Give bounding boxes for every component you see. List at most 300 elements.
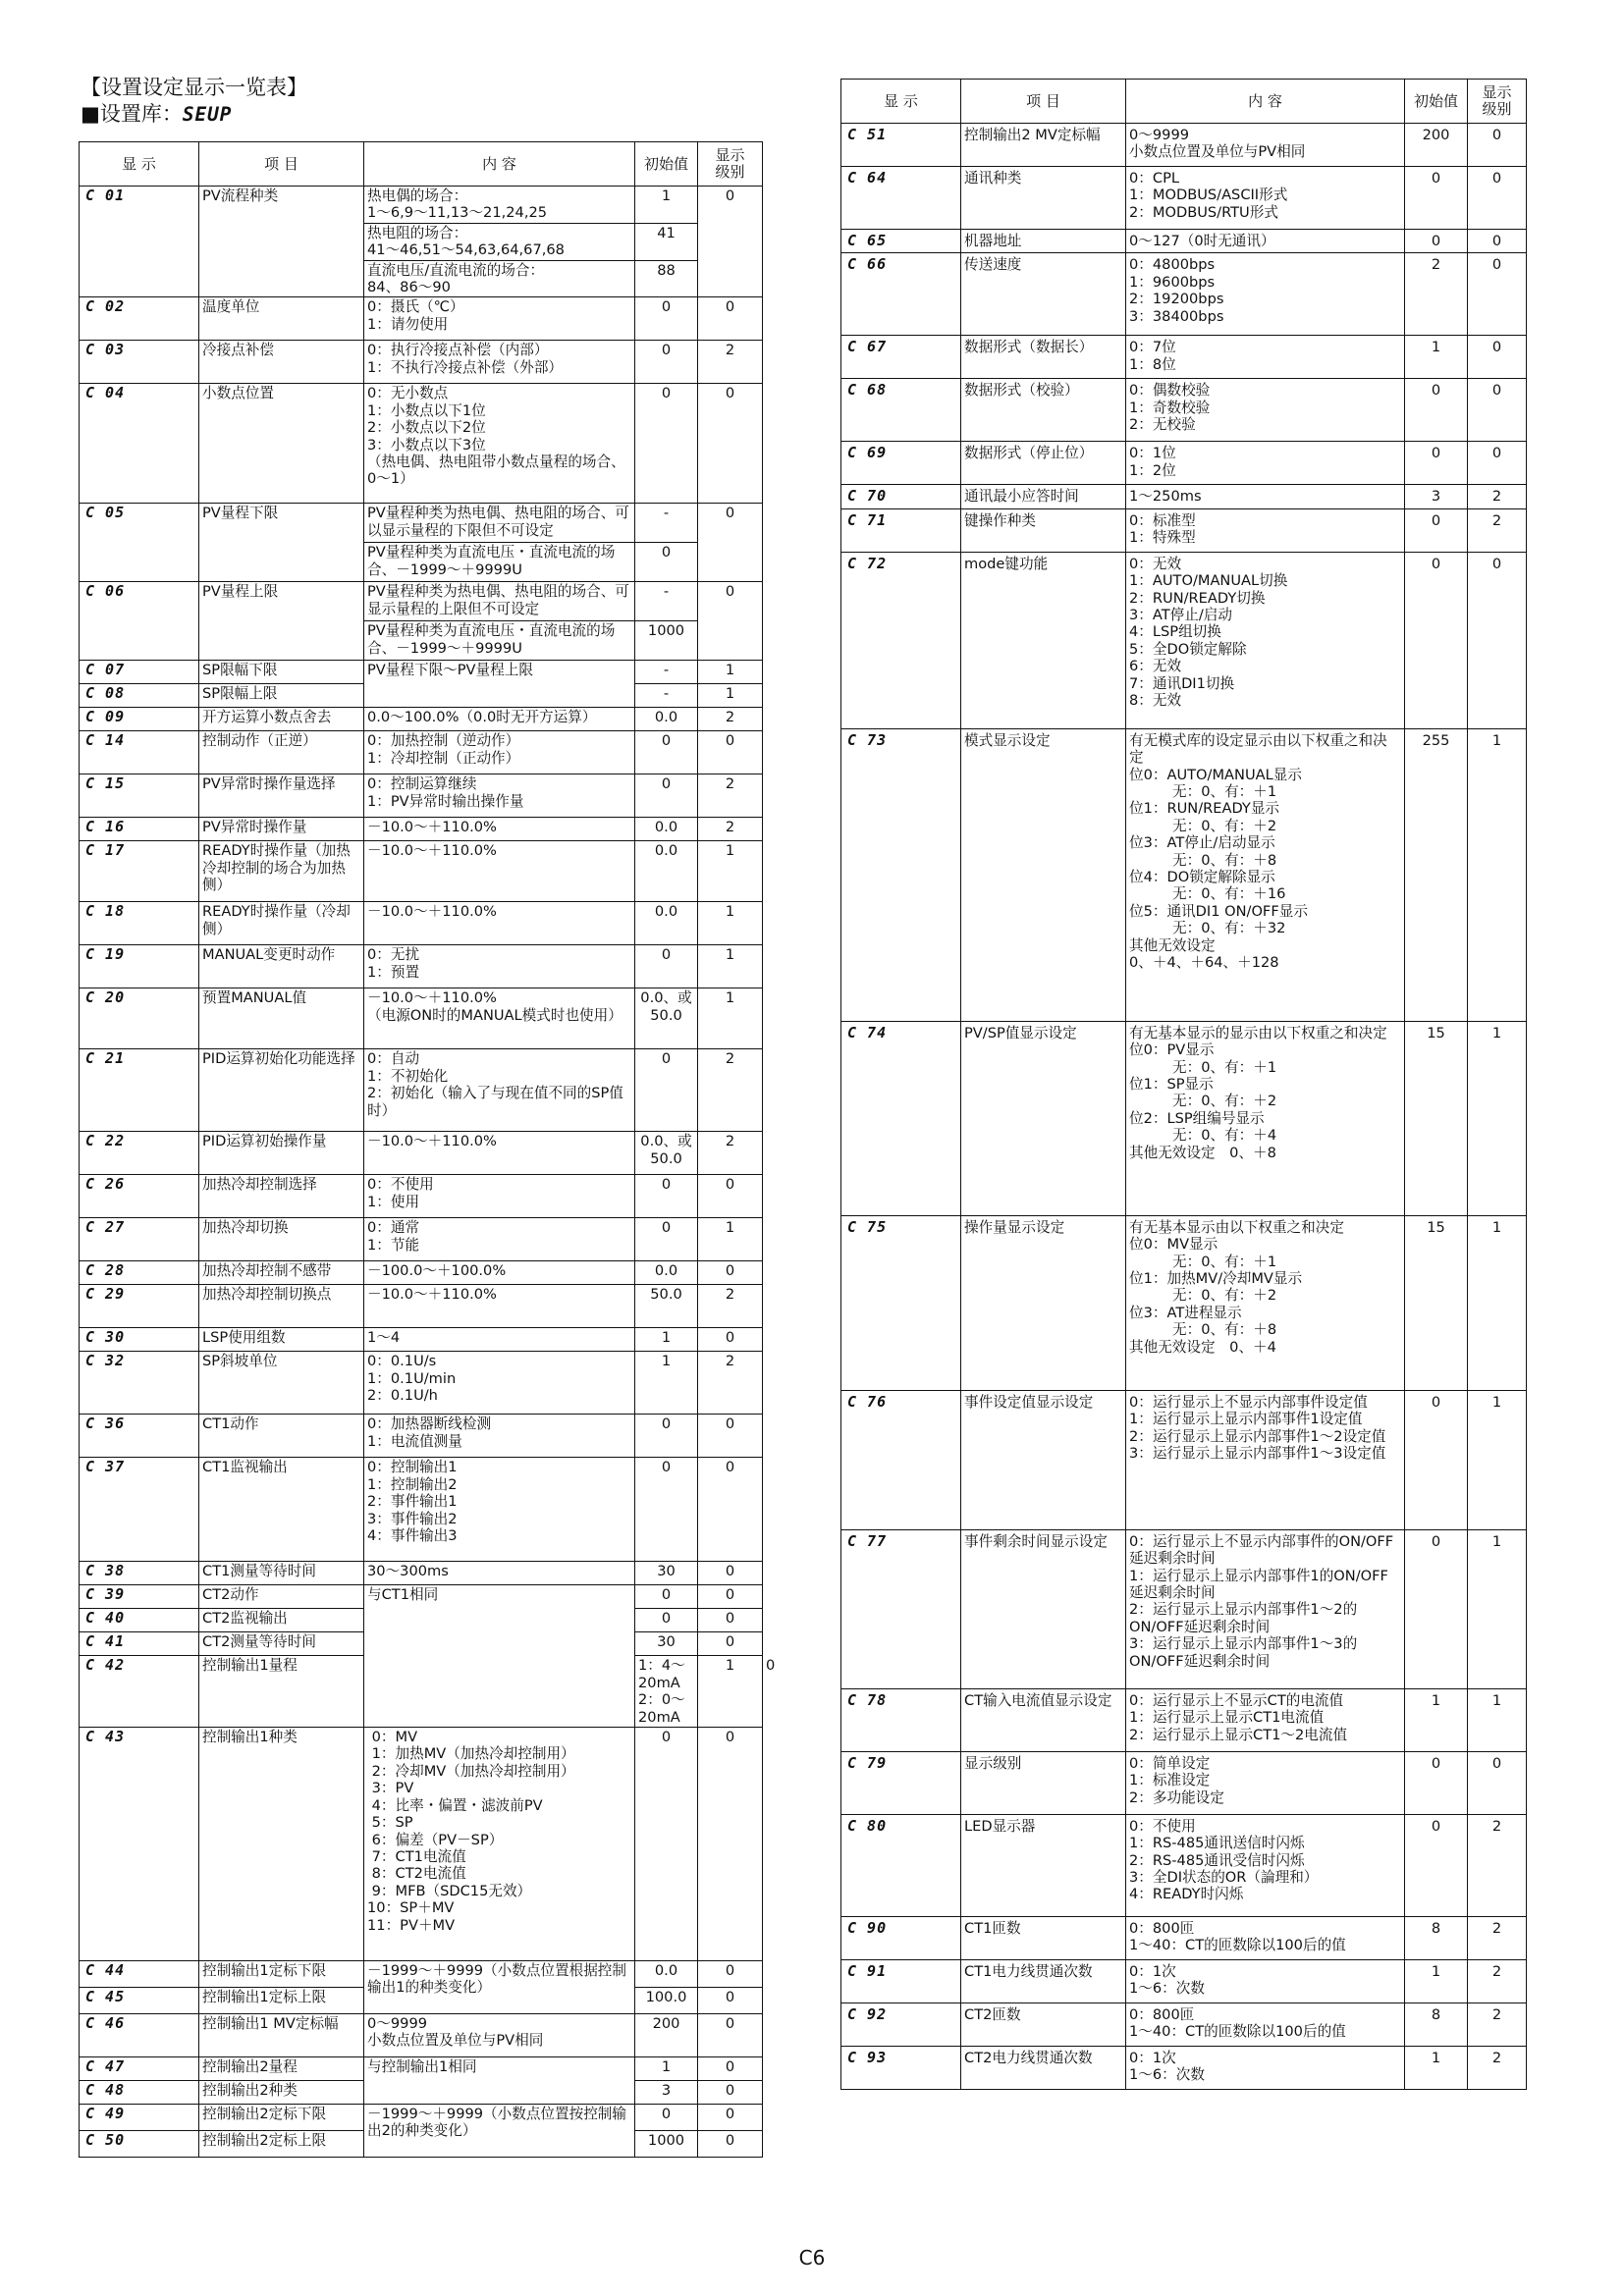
display-level: 0 (698, 1728, 763, 1961)
content-line: 9：MFB（SDC15无效） (367, 1882, 532, 1899)
setting-content (1126, 442, 1405, 485)
display-level: 0 (1468, 336, 1527, 379)
content-line: 1：预置 (367, 963, 420, 981)
setting-code: C 92 (841, 2002, 961, 2046)
table-row (841, 124, 1527, 167)
table-row (80, 2014, 763, 2057)
display-level: 2 (698, 1285, 763, 1328)
setting-item: LED显示器 (961, 1814, 1126, 1916)
table-header-row (841, 80, 1527, 124)
setting-code: C 48 (80, 2081, 199, 2105)
table-row (80, 1728, 763, 1961)
display-level: 1 (698, 902, 763, 945)
content-line: 无：0、有：＋2 (1172, 1287, 1277, 1305)
setting-item: PV异常时操作量选择 (199, 774, 364, 818)
content-line: 2：事件输出1 (367, 1493, 458, 1511)
content-line: －100.0～＋100.0% (367, 1262, 507, 1280)
initial-value: 0 (1405, 442, 1468, 485)
initial-value: 200 (635, 2014, 698, 2057)
content-line: 1：标准设定 (1129, 1772, 1211, 1789)
initial-value: 1 (698, 1656, 763, 1728)
table-row (80, 1175, 763, 1218)
setting-item: 控制动作（正逆） (199, 731, 364, 774)
table-row (80, 1415, 763, 1458)
initial-value: 200 (1405, 124, 1468, 167)
content-line: 1：奇数校验 (1129, 399, 1211, 416)
content-line: （热电偶、热电阻带小数点量程的场合、0～1） (367, 454, 625, 488)
setting-code: C 02 (80, 297, 199, 341)
setting-code: C 38 (80, 1562, 199, 1585)
setting-code: C 15 (80, 774, 199, 818)
initial-value: 1 (1405, 2046, 1468, 2089)
initial-value: 0 (1405, 1814, 1468, 1916)
setting-code: C 66 (841, 253, 961, 336)
content-line: 位3：AT进程显示 (1129, 1304, 1242, 1321)
setting-content (1126, 1751, 1405, 1814)
table-row (80, 1328, 763, 1352)
setting-item: 数据形式（数据长） (961, 336, 1126, 379)
content-line: 4：事件输出3 (367, 1527, 458, 1545)
initial-value: 0 (635, 543, 698, 582)
initial-value: 8 (1405, 2002, 1468, 2046)
initial-value: 0 (1405, 1390, 1468, 1529)
setting-code: C 32 (80, 1352, 199, 1415)
col-level-header: 显示 级别 (1468, 80, 1527, 124)
setting-code: C 78 (841, 1688, 961, 1751)
setting-item: 通讯最小应答时间 (961, 485, 1126, 508)
setting-item: MANUAL变更时动作 (199, 945, 364, 988)
display-level: 0 (698, 1415, 763, 1458)
display-level: 0 (698, 2105, 763, 2131)
setting-code: C 14 (80, 731, 199, 774)
setting-code: C 47 (80, 2057, 199, 2081)
table-header-row (80, 142, 763, 187)
display-level: 2 (1468, 485, 1527, 508)
setting-item: CT2测量等待时间 (199, 1632, 364, 1656)
setting-code: C 01 (80, 187, 199, 297)
content-line: 无：0、有：＋1 (1172, 1253, 1277, 1270)
initial-value: 0 (635, 1415, 698, 1458)
setting-code: C 19 (80, 945, 199, 988)
display-level: 1 (1468, 1021, 1527, 1215)
display-level: 1 (1468, 728, 1527, 1021)
initial-value: 0.0 (635, 841, 698, 902)
display-level: 0 (698, 384, 763, 504)
content-line: 位0：AUTO/MANUAL显示 (1129, 766, 1302, 783)
content-line: －1999～＋9999（小数点位置根据控制输出1的种类变化） (367, 1962, 626, 1997)
setting-content (364, 1218, 635, 1261)
setting-code: C 17 (80, 841, 199, 902)
content-line: 1：小数点以下1位 (367, 401, 486, 419)
setting-code: C 43 (80, 1728, 199, 1961)
initial-value: 0 (1405, 1529, 1468, 1688)
setting-content (1126, 1959, 1405, 2002)
content-line: 3：运行显示上显示内部事件1～3设定值 (1129, 1445, 1386, 1463)
display-level: 0 (698, 731, 763, 774)
table-row (80, 2105, 763, 2131)
setting-content (1126, 2046, 1405, 2089)
setting-item: 传送速度 (961, 253, 1126, 336)
setting-item: 事件剩余时间显示设定 (961, 1529, 1126, 1688)
content-line: 0～9999 (1129, 127, 1190, 143)
content-line: 0：0.1U/s (367, 1353, 437, 1370)
initial-value: 0 (635, 1458, 698, 1562)
setting-code: C 44 (80, 1961, 199, 1988)
content-line: 2：19200bps (1129, 291, 1224, 308)
setting-item: LSP使用组数 (199, 1328, 364, 1352)
content-line: PV量程种类为热电偶、热电阻的场合、可显示量程的上限但不可设定 (367, 583, 629, 617)
setting-item: SP斜坡单位 (199, 1352, 364, 1415)
setting-code: C 67 (841, 336, 961, 379)
setting-item: CT1电力线贯通次数 (961, 1959, 1126, 2002)
content-line: 1：不初始化 (367, 1067, 449, 1085)
setting-content (1126, 508, 1405, 552)
content-line: 位3：AT停止/启动显示 (1129, 834, 1275, 852)
content-line: 6：偏差（PV－SP） (367, 1831, 504, 1848)
content-line: 1：特殊型 (1129, 529, 1196, 547)
setting-content (364, 297, 635, 341)
setting-content (364, 841, 635, 902)
setting-code: C 76 (841, 1390, 961, 1529)
table-row (80, 661, 763, 684)
content-line: 位4：DO锁定解除显示 (1129, 869, 1275, 886)
content-line: 与CT1相同 (367, 1586, 439, 1604)
setting-content (1126, 552, 1405, 728)
setting-content (1126, 253, 1405, 336)
content-line: 4：READY时闪烁 (1129, 1886, 1244, 1903)
setting-code: C 69 (841, 442, 961, 485)
table-row (841, 1751, 1527, 1814)
setting-item: 加热冷却控制切换点 (199, 1285, 364, 1328)
display-level: 0 (1468, 379, 1527, 442)
display-level: 0 (698, 187, 763, 297)
content-line: 无：0、有：＋8 (1172, 1321, 1277, 1339)
setting-code: C 45 (80, 1988, 199, 2014)
initial-value: 1 (635, 1328, 698, 1352)
content-line: 4：LSP组切换 (1129, 623, 1221, 641)
setting-code: C 71 (841, 508, 961, 552)
col-initial-header: 初始值 (1405, 80, 1468, 124)
table-row (841, 1390, 1527, 1529)
display-level: 0 (698, 2081, 763, 2105)
content-line: 2：运行显示上显示CT1～2电流值 (1129, 1726, 1348, 1743)
table-row (80, 341, 763, 384)
initial-value: 0.0 (635, 708, 698, 731)
content-line: 位2：LSP组编号显示 (1129, 1109, 1265, 1127)
setup-table-right (840, 79, 1527, 2090)
table-row (80, 582, 763, 621)
table-row (80, 1961, 763, 1988)
table-row (80, 1218, 763, 1261)
setting-content (1126, 485, 1405, 508)
initial-value: 0 (635, 1609, 698, 1632)
setting-code: C 08 (80, 684, 199, 708)
setting-item: CT输入电流值显示设定 (961, 1688, 1126, 1751)
table-row (841, 552, 1527, 728)
setting-item: 通讯种类 (961, 167, 1126, 230)
display-level: 0 (1468, 124, 1527, 167)
initial-value: 15 (1405, 1021, 1468, 1215)
table-row (841, 2046, 1527, 2089)
content-line: 0：800匝 (1129, 1919, 1195, 1937)
initial-value: 41 (635, 223, 698, 260)
content-line: 0：不使用 (1129, 1817, 1196, 1835)
setting-content (364, 504, 635, 543)
content-line: 2：冷却MV（加热冷却控制用） (367, 1762, 575, 1780)
content-line: 5：全DO锁定解除 (1129, 640, 1247, 658)
setup-bank-label: ■设置库：SEUP (81, 102, 233, 126)
setting-item: PV量程下限 (199, 504, 364, 582)
content-line: 0～127（0时无通讯） (1129, 233, 1275, 249)
content-line: 其他无效设定 (1129, 936, 1216, 954)
content-line: 0：1次 (1129, 2049, 1176, 2066)
setting-content (1126, 379, 1405, 442)
table-row (841, 230, 1527, 253)
setting-item: PV流程种类 (199, 187, 364, 297)
display-level: 0 (698, 1458, 763, 1562)
content-line: 0：执行冷接点补偿（内部） (367, 342, 549, 359)
content-line: 0、＋4、＋64、＋128 (1129, 954, 1279, 972)
table-row (841, 1688, 1527, 1751)
content-line: 0：无小数点 (367, 385, 449, 402)
display-level: 0 (1468, 167, 1527, 230)
content-line: 1：0.1U/min (367, 1369, 457, 1387)
content-line: －10.0～＋110.0% (367, 989, 497, 1007)
content-line: －10.0～＋110.0% (367, 1286, 497, 1304)
content-line: 无：0、有：＋1 (1172, 783, 1277, 801)
table-row (841, 728, 1527, 1021)
initial-value: 0 (635, 945, 698, 988)
display-level: 0 (698, 1961, 763, 1988)
setting-code: C 91 (841, 1959, 961, 2002)
setting-item: 小数点位置 (199, 384, 364, 504)
content-line: PV量程种类为直流电压・直流电流的场合、－1999～＋9999U (367, 544, 616, 578)
setting-code: C 37 (80, 1458, 199, 1562)
setting-item: READY时操作量（冷却侧） (199, 902, 364, 945)
initial-value: 0 (635, 774, 698, 818)
content-line: 2：运行显示上显示内部事件1～2的ON/OFF延迟剩余时间 (1129, 1601, 1358, 1635)
display-level: 1 (698, 841, 763, 902)
setting-item: 控制输出2 MV定标幅 (961, 124, 1126, 167)
setting-item: 加热冷却控制选择 (199, 1175, 364, 1218)
initial-value: 0.0 (635, 902, 698, 945)
initial-value: 3 (635, 2081, 698, 2105)
content-line: 0：通常 (367, 1219, 420, 1237)
initial-value: 100.0 (635, 1988, 698, 2014)
initial-value: 0.0 (635, 818, 698, 841)
content-line: 1～6,9～11,13～21,24,25 (367, 204, 548, 222)
setting-item: 事件设定值显示设定 (961, 1390, 1126, 1529)
setup-bank-code: SEUP (182, 103, 233, 126)
setting-item: 机器地址 (961, 230, 1126, 253)
content-line: 4：比率・偏置・滤波前PV (367, 1796, 543, 1814)
content-line: 0：控制输出1 (367, 1459, 458, 1476)
setting-item: 加热冷却控制不感带 (199, 1261, 364, 1285)
setting-content (364, 543, 635, 582)
initial-value: - (635, 684, 698, 708)
setting-item: 控制输出2种类 (199, 2081, 364, 2105)
initial-value: 0 (1405, 508, 1468, 552)
initial-value: 0.0 (635, 1961, 698, 1988)
initial-value: 1 (635, 187, 698, 224)
content-line: 0：偶数校验 (1129, 382, 1211, 400)
content-line: －10.0～＋110.0% (367, 819, 497, 836)
content-line: 有无基本显示由以下权重之和决定 (1129, 1218, 1344, 1236)
setting-code: C 77 (841, 1529, 961, 1688)
table-row (841, 485, 1527, 508)
content-line: 无：0、有：＋4 (1172, 1127, 1277, 1145)
setting-content (1126, 167, 1405, 230)
setting-code: C 50 (80, 2131, 199, 2158)
content-line: 3：AT停止/启动 (1129, 607, 1232, 624)
content-line: 热电偶的场合： (367, 187, 468, 204)
setting-content (1126, 124, 1405, 167)
setting-code: C 75 (841, 1215, 961, 1390)
setting-content (364, 1562, 635, 1585)
content-line: 位0：PV显示 (1129, 1041, 1215, 1059)
setting-code: C 68 (841, 379, 961, 442)
setup-table-left (79, 141, 776, 2158)
setting-item: 控制输出1量程 (199, 1656, 364, 1728)
setting-code: C 39 (80, 1585, 199, 1609)
content-line: 1：请勿使用 (367, 315, 449, 333)
display-level: 2 (698, 818, 763, 841)
content-line: 2：RUN/READY切换 (1129, 589, 1266, 607)
content-line: 2：运行显示上显示内部事件1～2设定值 (1129, 1427, 1386, 1445)
setting-content (1126, 1390, 1405, 1529)
setting-item: CT2电力线贯通次数 (961, 2046, 1126, 2089)
display-level: 2 (698, 1049, 763, 1132)
display-level: 0 (1468, 253, 1527, 336)
content-line: 8：CT2电流值 (367, 1865, 466, 1883)
setting-code: C 22 (80, 1132, 199, 1175)
setting-item: 数据形式（停止位） (961, 442, 1126, 485)
initial-value: 1 (1405, 1688, 1468, 1751)
content-line: 30～300ms (367, 1563, 449, 1580)
content-line: 11：PV＋MV (367, 1916, 456, 1934)
content-line: 3：全DI状态的OR（論理和） (1129, 1869, 1319, 1887)
setting-item: CT2监视输出 (199, 1609, 364, 1632)
setting-code: C 20 (80, 988, 199, 1049)
initial-value: - (635, 661, 698, 684)
content-line: 0～9999 (367, 2015, 428, 2033)
initial-value: 0 (1405, 552, 1468, 728)
setting-code: C 06 (80, 582, 199, 661)
display-level: 0 (1468, 552, 1527, 728)
content-line: 1：AUTO/MANUAL切换 (1129, 572, 1288, 590)
content-line: 3：小数点以下3位 (367, 436, 486, 454)
content-line: 2：0.1U/h (367, 1387, 438, 1405)
setting-content (364, 1585, 635, 1728)
display-level: 1 (1468, 1529, 1527, 1688)
setting-code: C 09 (80, 708, 199, 731)
display-level: 0 (698, 1609, 763, 1632)
initial-value: 88 (635, 260, 698, 297)
initial-value: 0 (1405, 1751, 1468, 1814)
content-line: 3：运行显示上显示内部事件1～3的ON/OFF延迟剩余时间 (1129, 1635, 1358, 1670)
table-row (841, 167, 1527, 230)
setting-code: C 70 (841, 485, 961, 508)
content-line: 1：冷却控制（正动作） (367, 749, 520, 767)
setting-content (1126, 1688, 1405, 1751)
initial-value: 0 (635, 731, 698, 774)
content-line: 6：无效 (1129, 658, 1182, 675)
content-line: －10.0～＋110.0% (367, 1133, 497, 1150)
setting-item: 键操作种类 (961, 508, 1126, 552)
content-line: 1：不执行冷接点补偿（外部） (367, 358, 564, 376)
setting-code: C 18 (80, 902, 199, 945)
content-line: 小数点位置及单位与PV相同 (1129, 143, 1306, 161)
setting-content (364, 2105, 635, 2158)
display-level: 2 (1468, 1814, 1527, 1916)
setting-code: C 80 (841, 1814, 961, 1916)
table-row (841, 253, 1527, 336)
table-row (841, 2002, 1527, 2046)
content-line: 84、86～90 (367, 279, 451, 296)
setting-code: C 73 (841, 728, 961, 1021)
setting-item: 控制输出2定标上限 (199, 2131, 364, 2158)
setting-item: CT1匝数 (961, 1916, 1126, 1959)
table-row (841, 1021, 1527, 1215)
initial-value: 0 (635, 384, 698, 504)
content-line: 8：无效 (1129, 692, 1182, 710)
content-line: 其他无效设定 0、＋8 (1129, 1144, 1276, 1161)
setting-item: 显示级别 (961, 1751, 1126, 1814)
setting-content (364, 1261, 635, 1285)
setting-content (364, 1415, 635, 1458)
setting-item: READY时操作量（加热冷却控制的场合为加热侧） (199, 841, 364, 902)
setting-item: PV/SP值显示设定 (961, 1021, 1126, 1215)
table-row (80, 187, 763, 224)
content-line: 有无基本显示的显示由以下权重之和决定 (1129, 1024, 1387, 1041)
setting-item: 温度单位 (199, 297, 364, 341)
content-line: 位1：加热MV/冷却MV显示 (1129, 1270, 1303, 1288)
col-content-header: 内 容 (364, 142, 635, 187)
content-line: －10.0～＋110.0% (367, 903, 497, 921)
table-row (80, 1049, 763, 1132)
content-line: 其他无效设定 0、＋4 (1129, 1338, 1276, 1356)
setting-item: SP限幅下限 (199, 661, 364, 684)
setting-item: PV量程上限 (199, 582, 364, 661)
setting-item: 冷接点补偿 (199, 341, 364, 384)
initial-value: 0 (1405, 379, 1468, 442)
setting-content (635, 1656, 698, 1728)
display-level: 0 (698, 504, 763, 582)
table-row (80, 384, 763, 504)
setting-item: 控制输出2定标下限 (199, 2105, 364, 2131)
initial-value: 0.0 (635, 1261, 698, 1285)
content-line: 直流电压/直流电流的场合： (367, 261, 545, 279)
content-line: 0.0～100.0%（0.0时无开方运算） (367, 709, 597, 726)
setting-item: mode键功能 (961, 552, 1126, 728)
display-level: 2 (1468, 2002, 1527, 2046)
content-line: 0：CPL (1129, 170, 1179, 187)
page-heading (81, 75, 307, 128)
initial-value: 1000 (635, 2131, 698, 2158)
setting-code: C 74 (841, 1021, 961, 1215)
display-level: 0 (698, 2057, 763, 2081)
content-line: 1～6：次数 (1129, 1980, 1205, 1998)
content-line: 0：加热器断线检测 (367, 1415, 492, 1433)
table-row (80, 1585, 763, 1609)
initial-value: 0 (635, 1585, 698, 1609)
setting-content (364, 708, 635, 731)
display-level: 1 (698, 661, 763, 684)
table-row (80, 1285, 763, 1328)
content-line: 0：1位 (1129, 445, 1176, 462)
initial-value: 0.0、或50.0 (635, 1132, 698, 1175)
content-line: 1：运行显示上显示内部事件1设定值 (1129, 1411, 1363, 1428)
